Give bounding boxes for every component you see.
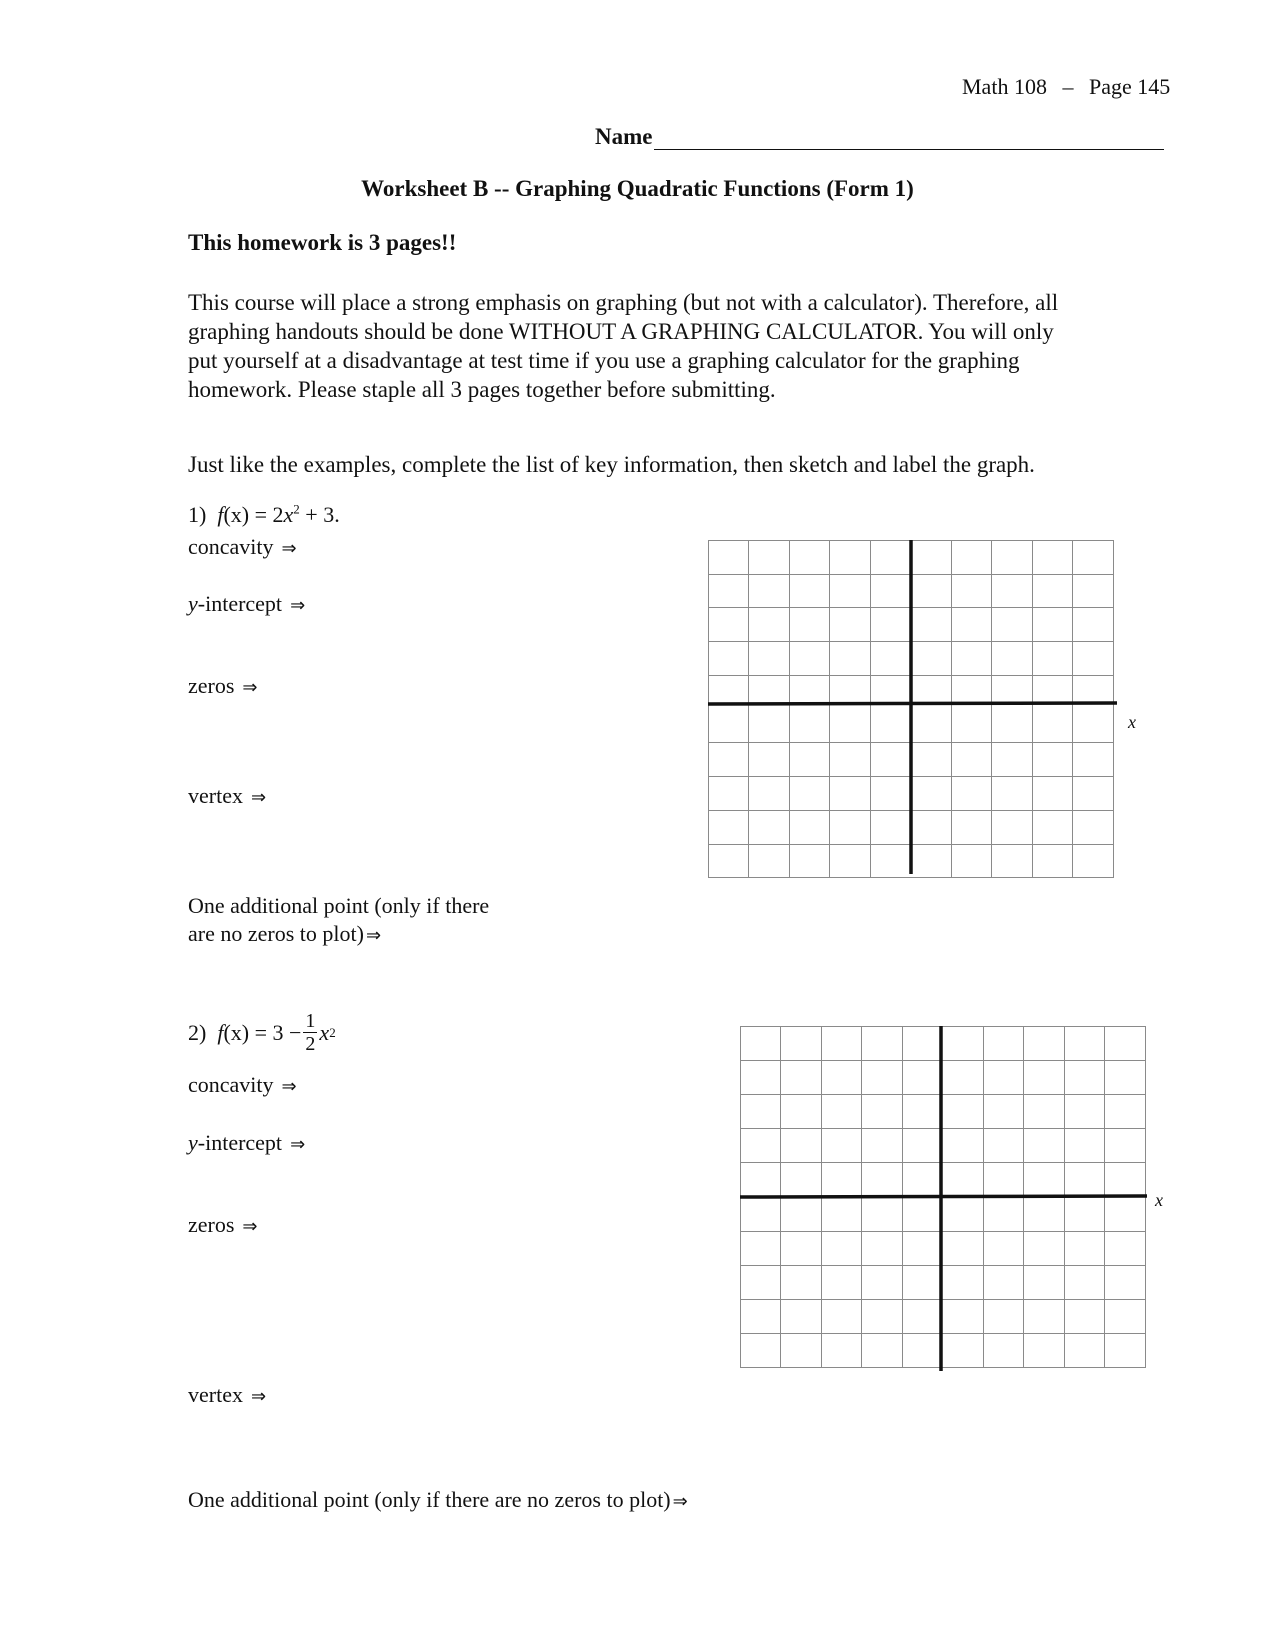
implies-arrow: ⇒ <box>250 1386 267 1407</box>
p2-zeros <box>188 1212 258 1238</box>
additional-point-label: One additional point (only if there <box>188 893 490 918</box>
name-blank-line[interactable] <box>654 125 1164 150</box>
p2-vertex <box>188 1382 266 1408</box>
function-name: f <box>217 1019 224 1045</box>
zeros-label: zeros <box>188 1212 235 1237</box>
p2-concavity <box>188 1072 297 1098</box>
vertex-label: vertex <box>188 783 243 808</box>
implies-arrow: ⇒ <box>672 1491 688 1512</box>
course-label: Math 108 <box>962 74 1047 99</box>
implies-arrow: ⇒ <box>242 1216 258 1237</box>
x-axis-label: x <box>1155 1190 1163 1210</box>
y-variable: y <box>188 591 198 616</box>
fraction <box>303 1010 317 1055</box>
p1-y-intercept <box>188 591 305 617</box>
y-intercept-label: -intercept <box>197 1130 283 1155</box>
header-dash: – <box>1062 74 1074 99</box>
intro-line: graphing handouts should be done WITHOUT A GRAPHING CALCULATOR. You will only <box>188 319 1054 344</box>
implies-arrow: ⇒ <box>365 925 382 946</box>
p2-additional-point <box>188 1487 688 1513</box>
concavity-label: concavity <box>188 1072 274 1097</box>
intro-line: put yourself at a disadvantage at test time if you use a graphing calculator for the graphing <box>188 348 1020 373</box>
p2-y-intercept <box>188 1130 305 1156</box>
additional-point-label-cont: are no zeros to plot) <box>188 921 364 946</box>
intro-line: This course will place a strong emphasis on graphing (but not with a calculator). Therefore, all <box>188 290 1059 315</box>
implies-arrow: ⇒ <box>281 538 297 559</box>
implies-arrow: ⇒ <box>242 677 258 698</box>
problem-1-equation <box>188 502 340 528</box>
function-name: f <box>217 502 224 527</box>
additional-point-label: One additional point (only if there are no zeros to plot) <box>188 1487 671 1512</box>
page-title: Worksheet B -- Graphing Quadratic Functions (Form 1) <box>361 176 914 201</box>
equation-variable: x <box>319 1019 330 1045</box>
graph-grid-2[interactable] <box>740 1026 1150 1376</box>
implies-arrow: ⇒ <box>281 1076 297 1097</box>
p1-zeros <box>188 673 258 699</box>
vertex-label: vertex <box>188 1382 243 1407</box>
problem-2-equation: 2) f (x) = 3 − $\frac{1}{2}$ x 2 <box>188 1010 336 1055</box>
equation-lhs: (x) = 2 <box>223 502 284 527</box>
equation-rest: + 3. <box>299 502 340 527</box>
implies-arrow: ⇒ <box>290 1134 306 1155</box>
fraction-numerator: 1 <box>305 1010 316 1032</box>
fraction-denominator: 2 <box>305 1033 316 1055</box>
page-header <box>962 74 1170 100</box>
intro-paragraph <box>188 288 1148 404</box>
page-number: Page 145 <box>1088 74 1171 99</box>
x-axis <box>740 1196 1147 1197</box>
problem-2-number: 2) <box>188 1019 207 1045</box>
equation-lhs: (x) = 3 − <box>223 1019 302 1045</box>
graph-grid-1[interactable] <box>708 540 1118 885</box>
name-label: Name <box>595 124 653 149</box>
problem-1-number: 1) <box>188 502 207 527</box>
instructions: Just like the examples, complete the list of key information, then sketch and label the graph. <box>188 452 1035 477</box>
concavity-label: concavity <box>188 534 274 559</box>
intro-line: homework. Please staple all 3 pages together before submitting. <box>188 377 776 402</box>
equation-variable: x <box>283 502 294 527</box>
equation-exponent: 2 <box>293 501 300 517</box>
homework-notice: This homework is 3 pages!! <box>188 230 457 255</box>
p1-vertex <box>188 783 266 809</box>
y-intercept-label: -intercept <box>197 591 283 616</box>
x-axis-label: x <box>1128 712 1136 732</box>
p1-concavity <box>188 534 297 560</box>
zeros-label: zeros <box>188 673 235 698</box>
x-axis <box>708 703 1117 704</box>
implies-arrow: ⇒ <box>250 787 267 808</box>
p1-additional-point <box>188 892 489 950</box>
y-variable: y <box>188 1130 198 1155</box>
name-field <box>595 124 1164 150</box>
implies-arrow: ⇒ <box>290 595 306 616</box>
